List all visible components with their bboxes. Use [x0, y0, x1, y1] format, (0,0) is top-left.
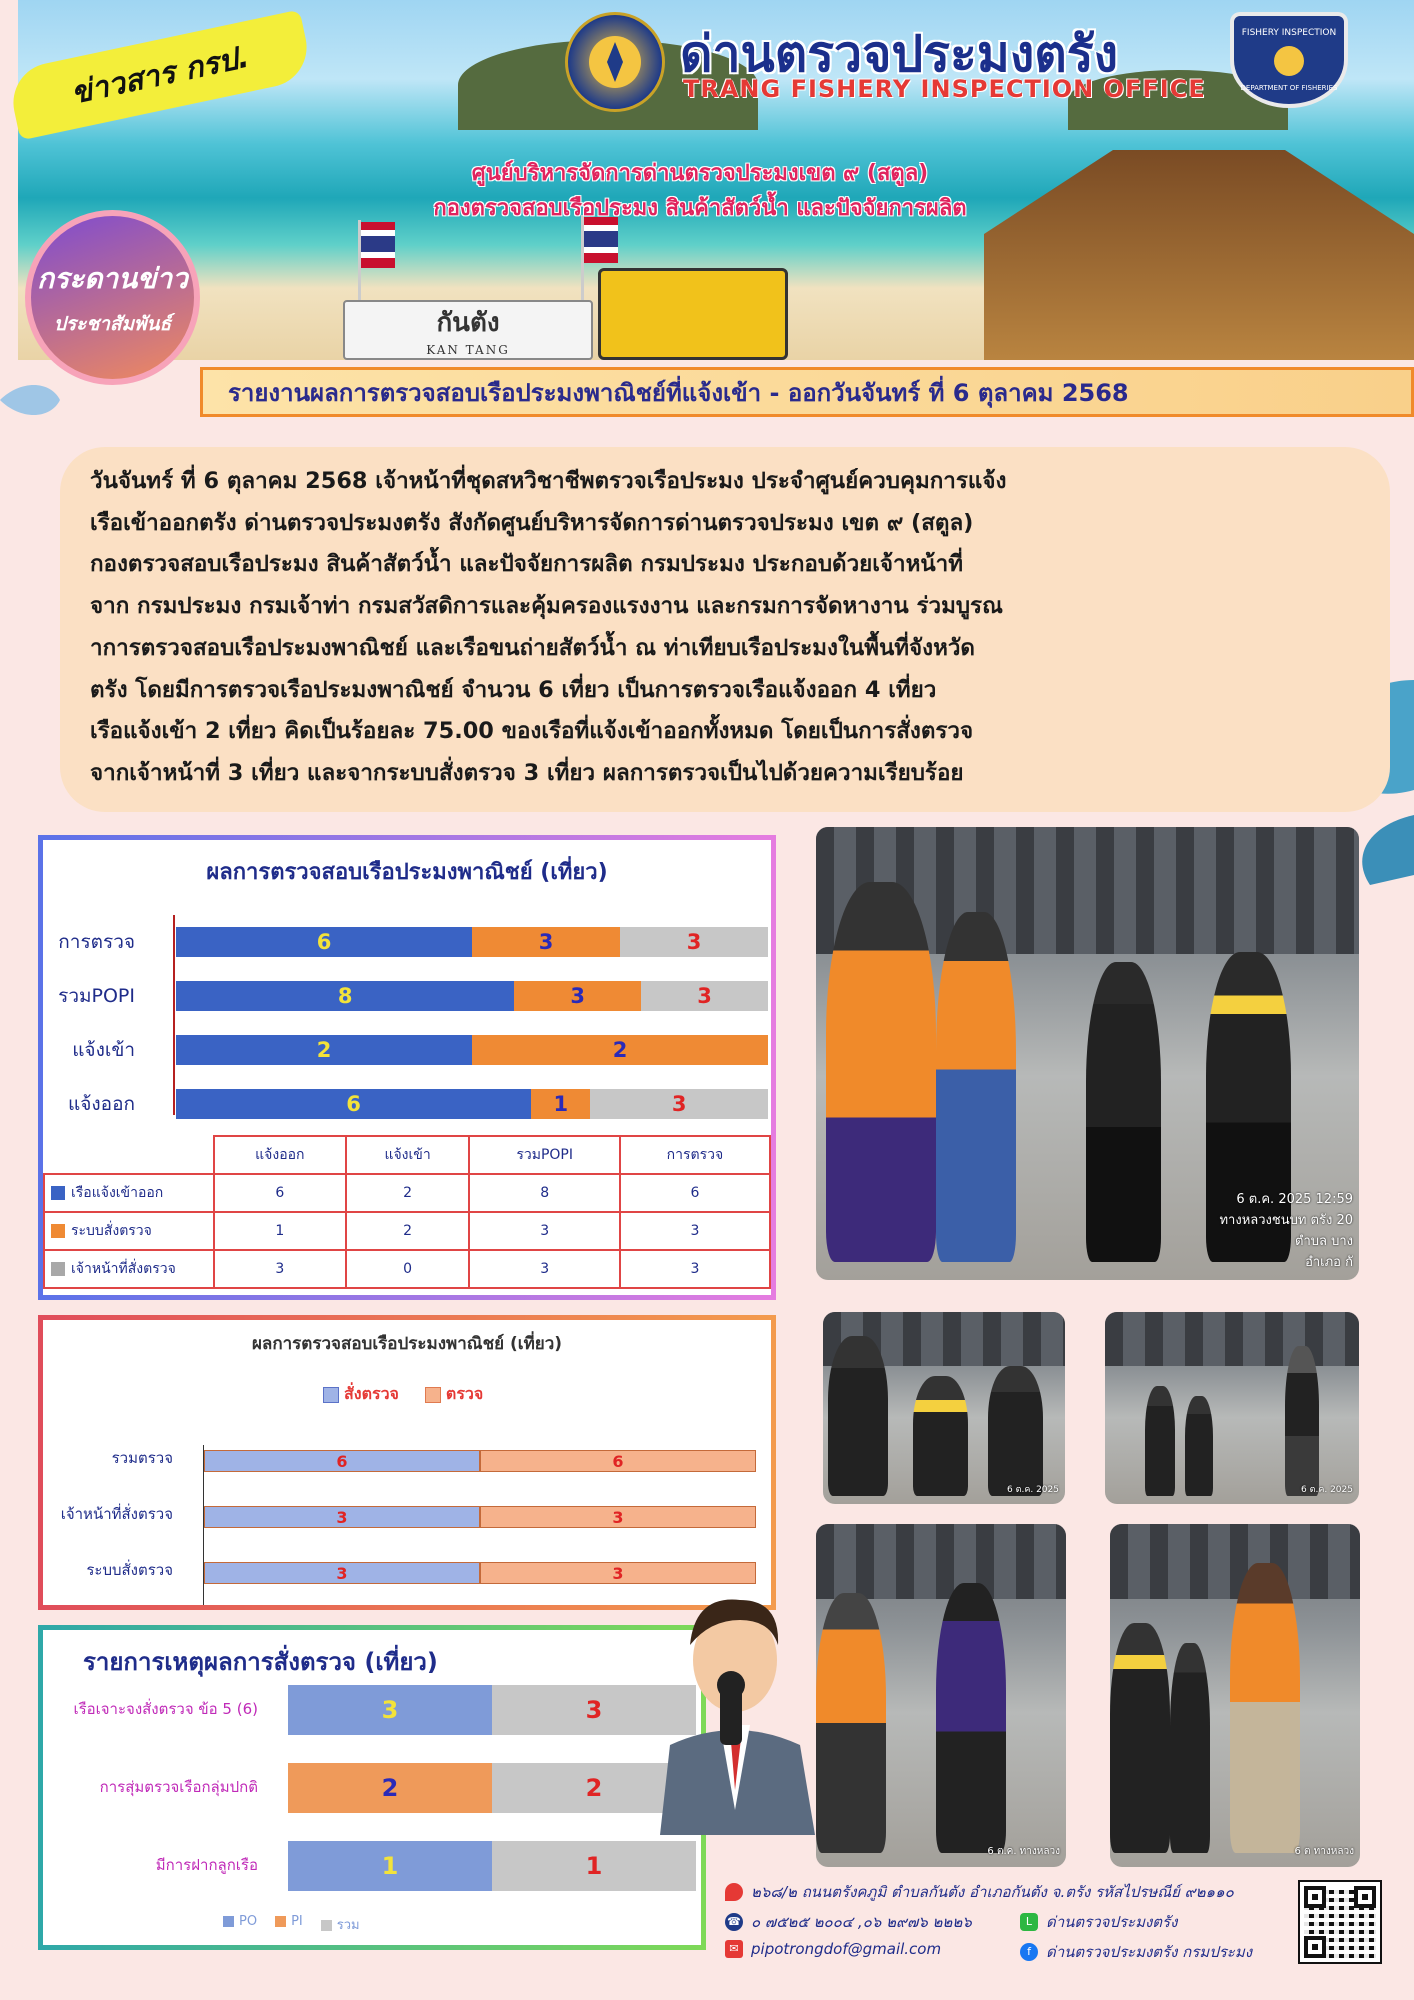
footer-facebook[interactable]: ด่านตรวจประมงตรัง กรมประมง — [1046, 1943, 1253, 1961]
footer-line-account[interactable]: ด่านตรวจประมงตรัง — [1046, 1913, 1178, 1931]
photo-person — [1230, 1563, 1300, 1853]
legend-swatch — [51, 1224, 65, 1238]
reporter-illustration — [650, 1575, 820, 1835]
order-inspection-chart-panel — [38, 1315, 776, 1610]
photo-roof — [1105, 1312, 1359, 1366]
footer-email-row[interactable] — [725, 1940, 941, 1958]
chart1-axis — [173, 915, 175, 1115]
legend-label: ตรวจ — [445, 1384, 484, 1403]
qr-eye — [1354, 1886, 1376, 1908]
legend-label: PI — [291, 1914, 303, 1929]
table-cell: 3 — [469, 1250, 619, 1288]
train-image — [598, 268, 788, 360]
bar-segment: 3 — [480, 1562, 756, 1584]
newsletter-tag: ข่าวสาร กรป. — [6, 10, 314, 141]
chart1-data-table — [43, 1135, 771, 1289]
summary-line: กองตรวจสอบเรือประมง สินค้าสัตว์น้ำ และปัจจัยการผลิต กรมประมง ประกอบด้วยเจ้าหน้าที่ — [90, 551, 964, 578]
table-cell: 3 — [620, 1250, 770, 1288]
bar-segment: 1 — [531, 1089, 590, 1119]
bar-segment: 6 — [176, 927, 472, 957]
category-label: เจ้าหน้าที่สั่งตรวจ — [60, 1505, 173, 1523]
bar-segment: 3 — [492, 1685, 696, 1735]
bar-segment: 3 — [514, 981, 641, 1011]
table-row — [44, 1174, 770, 1212]
summary-line: จากเจ้าหน้าที่ 3 เที่ยว และจากระบบสั่งตรวจ 3 เที่ยว ผลการตรวจเป็นไปด้วยความเรียบร้อย — [90, 759, 964, 786]
table-row — [44, 1250, 770, 1288]
office-title-thai: ด่านตรวจประมงตรัง — [680, 24, 1118, 83]
chart3-legend — [223, 1914, 360, 1935]
table-row-header — [44, 1250, 214, 1288]
legend-swatch — [323, 1387, 339, 1403]
legend-swatch — [275, 1916, 286, 1927]
shield-text-top: FISHERY INSPECTION — [1241, 28, 1337, 38]
chart2-title: ผลการตรวจสอบเรือประมงพาณิชย์ (เที่ยว) — [251, 1334, 563, 1354]
org-line-1: ศูนย์บริหารจัดการด่านตรวจประมงเขต ๙ (สตูล) — [471, 161, 929, 186]
fishery-inspection-shield-icon — [1230, 12, 1348, 108]
bar-segment: 1 — [492, 1841, 696, 1891]
photo-timestamp — [1219, 1188, 1353, 1272]
qr-code-icon[interactable] — [1300, 1882, 1380, 1962]
photo-timestamp-line: อำเภอ กั — [1305, 1255, 1353, 1270]
footer-phone-row — [725, 1910, 972, 1934]
bar-segment: 6 — [176, 1089, 531, 1119]
photo-person — [913, 1376, 968, 1496]
inspection-photo-3 — [1105, 1312, 1359, 1504]
bar-segment: 3 — [620, 927, 768, 957]
table-cell: 2 — [346, 1174, 470, 1212]
table-col-header: แจ้งออก — [214, 1136, 346, 1174]
photo-person — [936, 1583, 1006, 1853]
bar-segment: 3 — [590, 1089, 768, 1119]
table-cell: 1 — [214, 1212, 346, 1250]
category-label: การสุ่มตรวจเรือกลุ่มปกติ — [99, 1778, 258, 1796]
office-title-english: TRANG FISHERY INSPECTION OFFICE — [683, 75, 1206, 103]
table-cell: 6 — [620, 1174, 770, 1212]
legend-swatch — [425, 1387, 441, 1403]
bar-segment: 2 — [288, 1763, 492, 1813]
category-label: มีการฝากลูกเรือ — [155, 1856, 258, 1874]
bar-segment: 2 — [176, 1035, 472, 1065]
legend-item — [321, 1914, 360, 1935]
thai-flag-icon — [361, 222, 395, 268]
footer-line-row[interactable] — [1020, 1910, 1177, 1934]
legend-swatch — [321, 1920, 332, 1931]
legend-item — [275, 1914, 303, 1935]
bar-segment: 3 — [204, 1562, 480, 1584]
station-sign-th: กันตัง — [436, 308, 500, 338]
table-cell: 3 — [214, 1250, 346, 1288]
footer-address-row — [725, 1880, 1234, 1904]
summary-line: าการตรวจสอบเรือประมงพาณิชย์ และเรือขนถ่ายสัตว์น้ำ ณ ท่าเทียบเรือประมงในพื้นที่จังหวัด — [90, 634, 975, 661]
footer-address: ๒๖๘/๒ ถนนตรังคภูมิ ตำบลกันตัง อำเภอกันตัง จ.ตรัง รหัสไปรษณีย์ ๙๒๑๑๐ — [751, 1883, 1234, 1901]
table-col-header: รวมPOPI — [469, 1136, 619, 1174]
shield-text-bottom: DEPARTMENT OF FISHERIES — [1240, 84, 1338, 92]
photo-roof — [816, 1524, 1066, 1599]
bar-segment: 6 — [480, 1450, 756, 1472]
summary-line: เรือเข้าออกตรัง ด่านตรวจประมงตรัง สังกัดศูนย์บริหารจัดการด่านตรวจประมง เขต ๙ (สตูล) — [90, 509, 974, 536]
inspection-photo-4 — [816, 1524, 1066, 1867]
photo-person — [1145, 1386, 1175, 1496]
category-label: แจ้งเข้า — [72, 1039, 135, 1061]
table-row-header — [44, 1212, 214, 1250]
category-label: ระบบสั่งตรวจ — [86, 1561, 173, 1579]
bar-segment: 2 — [492, 1763, 696, 1813]
bar-segment: 3 — [641, 981, 768, 1011]
table-row-label: เรือแจ้งเข้าออก — [71, 1185, 164, 1201]
photo-person — [1185, 1396, 1213, 1496]
location-pin-icon — [725, 1883, 743, 1901]
fisheries-department-logo-icon — [565, 12, 665, 112]
line-app-icon: L — [1020, 1913, 1038, 1931]
photo-person — [936, 912, 1016, 1262]
inspection-results-chart-panel — [38, 835, 776, 1300]
inspection-photo-main — [816, 827, 1359, 1280]
photo-person — [988, 1366, 1043, 1496]
footer-facebook-row[interactable] — [1020, 1940, 1252, 1964]
email-icon: ✉ — [725, 1940, 743, 1958]
summary-line: ตรัง โดยมีการตรวจเรือประมงพาณิชย์ จำนวน 6 เที่ยว เป็นการตรวจเรือแจ้งออก 4 เที่ยว — [90, 676, 937, 703]
photo-timestamp-line: ตำบล บาง — [1295, 1234, 1353, 1249]
table-header-row — [44, 1136, 770, 1174]
station-sign-en: KAN TANG — [426, 343, 510, 357]
category-label: รวมPOPI — [58, 985, 135, 1007]
org-line-2: กองตรวจสอบเรือประมง สินค้าสัตว์น้ำ และปัจจัยการผลิต — [433, 196, 967, 221]
footer-phone: ๐ ๗๕๒๕ ๒๐๐๔ ,๐๖ ๒๙๗๖ ๒๒๒๖ — [751, 1913, 972, 1931]
chart3-title: รายการเหตุผลการสั่งตรวจ (เที่ยว) — [83, 1648, 438, 1676]
photo-timestamp: 6 ต.ค. 2025 — [1301, 1485, 1353, 1495]
pr-board-badge — [25, 210, 200, 385]
legend-swatch — [51, 1186, 65, 1200]
photo-person — [826, 882, 936, 1262]
pr-board-badge-line2: ประชาสัมพันธ์ — [53, 312, 172, 335]
order-reasons-chart-panel — [38, 1625, 706, 1950]
photo-person — [816, 1593, 886, 1853]
photo-timestamp-line: 6 ต.ค. 2025 12:59 — [1236, 1192, 1353, 1207]
pr-board-badge-line1: กระดานข่าว — [37, 261, 188, 295]
table-cell: 3 — [620, 1212, 770, 1250]
fish-icon — [0, 380, 70, 420]
inspection-photo-2 — [823, 1312, 1065, 1504]
photo-roof — [1110, 1524, 1360, 1599]
table-corner — [44, 1136, 214, 1174]
report-title: รายงานผลการตรวจสอบเรือประมงพาณิชย์ที่แจ้งเข้า - ออกวันจันทร์ ที่ 6 ตุลาคม 2568 — [200, 367, 1414, 417]
photo-timestamp: 6 ต.ค. 2025 — [1007, 1485, 1059, 1495]
legend-item — [425, 1382, 483, 1407]
photo-person — [1110, 1623, 1170, 1853]
legend-item — [223, 1914, 257, 1935]
bar-segment: 3 — [288, 1685, 492, 1735]
table-row-label: ระบบสั่งตรวจ — [71, 1223, 152, 1239]
photo-timestamp: 6 ต ทางหลวง — [1294, 1846, 1354, 1857]
qr-eye — [1304, 1886, 1326, 1908]
bar-segment: 3 — [204, 1506, 480, 1528]
legend-label: PO — [239, 1914, 258, 1929]
legend-label: รวม — [336, 1918, 360, 1933]
phone-icon: ☎ — [725, 1913, 743, 1931]
photo-person — [1086, 962, 1161, 1262]
photo-person — [1170, 1643, 1210, 1853]
table-cell: 8 — [469, 1174, 619, 1212]
table-cell: 2 — [346, 1212, 470, 1250]
qr-eye — [1304, 1936, 1326, 1958]
table-row-label: เจ้าหน้าที่สั่งตรวจ — [71, 1261, 176, 1277]
bar-segment: 3 — [480, 1506, 756, 1528]
photo-person — [828, 1336, 888, 1496]
summary-line: จาก กรมประมง กรมเจ้าท่า กรมสวัสดิการและคุ้มครองแรงงาน และกรมการจัดหางาน ร่วมบูรณ — [90, 593, 1003, 620]
category-label: แจ้งออก — [68, 1093, 135, 1115]
photo-timestamp-line: ทางหลวงชนบท ตรัง 20 — [1219, 1213, 1353, 1228]
legend-swatch — [51, 1262, 65, 1276]
bar-segment: 8 — [176, 981, 514, 1011]
legend-swatch — [223, 1916, 234, 1927]
table-cell: 6 — [214, 1174, 346, 1212]
legend-item — [323, 1382, 399, 1407]
station-sign — [343, 300, 593, 360]
chart2-legend — [323, 1382, 483, 1407]
photo-person — [1285, 1346, 1319, 1496]
inspection-photo-5 — [1110, 1524, 1360, 1867]
footer-email[interactable]: pipotrongdof@gmail.com — [751, 1940, 942, 1958]
table-col-header: การตรวจ — [620, 1136, 770, 1174]
facebook-icon: f — [1020, 1943, 1038, 1961]
category-label: รวมตรวจ — [111, 1449, 173, 1467]
table-col-header: แจ้งเข้า — [346, 1136, 470, 1174]
bar-segment: 2 — [472, 1035, 768, 1065]
summary-box — [60, 447, 1390, 812]
table-cell: 0 — [346, 1250, 470, 1288]
chart1-title: ผลการตรวจสอบเรือประมงพาณิชย์ (เที่ยว) — [206, 860, 608, 885]
summary-line: วันจันทร์ ที่ 6 ตุลาคม 2568 เจ้าหน้าที่ชุดสหวิชาชีพตรวจเรือประมง ประจำศูนย์ควบคุมการแจ้ง — [90, 468, 1007, 494]
table-row-header — [44, 1174, 214, 1212]
bar-segment: 6 — [204, 1450, 480, 1472]
legend-label: สั่งตรวจ — [344, 1384, 399, 1403]
table-row — [44, 1212, 770, 1250]
category-label: เรือเจาะจงสั่งตรวจ ข้อ 5 (6) — [73, 1700, 258, 1718]
table-cell: 3 — [469, 1212, 619, 1250]
summary-line: เรือแจ้งเข้า 2 เที่ยว คิดเป็นร้อยละ 75.00 ของเรือที่แจ้งเข้าออกทั้งหมด โดยเป็นการสั่งตรวจ — [90, 718, 974, 745]
bar-segment: 1 — [288, 1841, 492, 1891]
photo-timestamp: 6 ต.ค. ทางหลวง — [987, 1846, 1060, 1857]
category-label: การตรวจ — [58, 931, 135, 953]
bar-segment: 3 — [472, 927, 620, 957]
